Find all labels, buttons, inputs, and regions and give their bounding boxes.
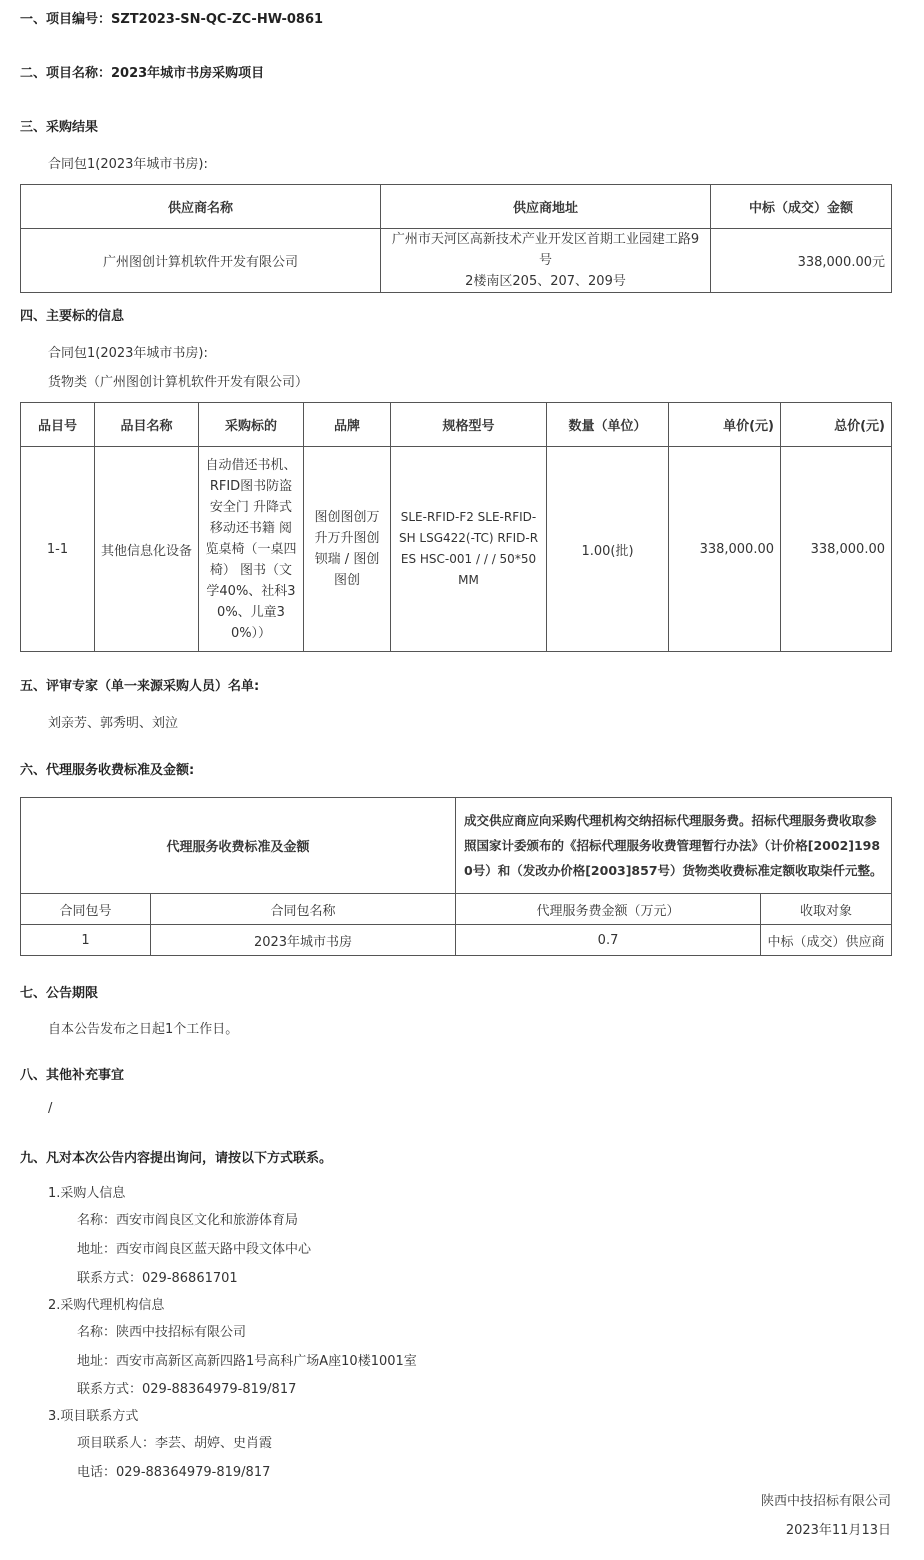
text-line: 0号）和（发改办价格[2003]857号）货物类收费标准定额收取柒仟元整。 <box>464 863 883 878</box>
section-contact: 九、凡对本次公告内容提出询问，请按以下方式联系。 <box>20 1151 333 1166</box>
text-line: 成交供应商应向采购代理机构交纳招标代理服务费。招标代理服务费收取参 <box>464 813 877 828</box>
footer-organization: 陕西中技招标有限公司 <box>760 1494 891 1509</box>
fee-standard-label: 代理服务收费标准及金额 <box>21 798 456 894</box>
section-other-matters: 八、其他补充事宜 <box>20 1068 125 1083</box>
procurement-target <box>199 447 304 652</box>
other-matters-text: / <box>48 1101 53 1116</box>
column-header: 品目号 <box>21 403 95 447</box>
text-line: 安全门 升降式 <box>209 499 293 515</box>
table-header-row <box>21 185 892 229</box>
column-header: 供应商名称 <box>21 185 381 229</box>
text-line: RFID图书防盗 <box>209 478 293 494</box>
fee-standard-row <box>21 798 892 894</box>
package-number: 1 <box>21 925 151 956</box>
agency-phone: 联系方式：029-88364979-819/817 <box>77 1382 297 1397</box>
notice-period-text: 自本公告发布之日起1个工作日。 <box>48 1022 239 1037</box>
contract-package-label: 合同包1(2023年城市书房): <box>48 346 208 361</box>
text-line: 自动借还书机、 <box>205 457 297 473</box>
agency-info-heading: 2.采购代理机构信息 <box>48 1298 165 1313</box>
text-line: 椅） 图书（文 <box>209 562 293 578</box>
column-header: 数量（单位） <box>547 403 669 447</box>
purchaser-name: 名称：西安市阎良区文化和旅游体育局 <box>77 1213 299 1228</box>
spec-model <box>391 447 547 652</box>
award-amount: 338,000.00元 <box>711 229 892 293</box>
address-line: 广州市天河区高新技术产业开发区首期工业园建工路9号 <box>391 232 700 268</box>
item-name: 其他信息化设备 <box>95 447 199 652</box>
text-line: 图创 <box>333 573 360 588</box>
text-line: SLE-RFID-F2 SLE-RFID- <box>400 510 537 524</box>
supplier-address <box>381 229 711 293</box>
charge-target: 中标（成交）供应商 <box>761 925 892 956</box>
column-header: 合同包号 <box>21 894 151 925</box>
total-price: 338,000.00 <box>781 447 892 652</box>
text-line: 移动还书籍 阅 <box>209 520 293 536</box>
table-row <box>21 447 892 652</box>
text-line: 览桌椅（一桌四 <box>205 541 297 557</box>
text-line: 学40%、社科3 <box>206 583 296 599</box>
purchaser-address: 地址：西安市阎良区蓝天路中段文体中心 <box>77 1242 312 1257</box>
project-contact-heading: 3.项目联系方式 <box>48 1409 139 1424</box>
table-header-row <box>21 894 892 925</box>
brand <box>304 447 391 652</box>
footer-date: 2023年11月13日 <box>785 1523 891 1538</box>
contract-package-label: 合同包1(2023年城市书房): <box>48 157 208 172</box>
fee-amount: 0.7 <box>456 925 761 956</box>
agency-address: 地址：西安市高新区高新四路1号高科广场A座10楼1001室 <box>77 1354 417 1369</box>
text-line: 升万升图创 <box>314 531 380 546</box>
text-line: 0%、儿童3 <box>217 604 285 620</box>
project-contacts: 项目联系人：李芸、胡婷、史肖霞 <box>77 1436 273 1451</box>
column-header: 收取对象 <box>761 894 892 925</box>
text-line: 照国家计委颁布的《招标代理服务收费管理暂行办法》（计价格[2002]198 <box>464 838 881 853</box>
text-line: SH LSG422(-TC) RFID-R <box>398 531 539 545</box>
project-name: 二、项目名称：2023年城市书房采购项目 <box>20 66 265 81</box>
table-row <box>21 925 892 956</box>
section-agency-fee: 六、代理服务收费标准及金额: <box>20 763 195 778</box>
table-header-row <box>21 403 892 447</box>
column-header: 品目名称 <box>95 403 199 447</box>
section-experts: 五、评审专家（单一来源采购人员）名单: <box>20 679 260 694</box>
column-header: 供应商地址 <box>381 185 711 229</box>
purchaser-phone: 联系方式：029-86861701 <box>77 1271 238 1286</box>
section-main-items: 四、主要标的信息 <box>20 309 125 324</box>
project-phone: 电话：029-88364979-819/817 <box>77 1465 271 1480</box>
text-line: 0%）） <box>230 625 272 641</box>
quantity: 1.00(批) <box>547 447 669 652</box>
expert-names: 刘亲芳、郭秀明、刘泣 <box>48 716 179 731</box>
item-number: 1-1 <box>21 447 95 652</box>
column-header: 总价(元) <box>781 403 892 447</box>
address-line: 2楼南区205、207、209号 <box>465 274 626 289</box>
fee-standard-description <box>456 798 892 894</box>
result-table <box>20 184 892 293</box>
column-header: 单价(元) <box>669 403 781 447</box>
unit-price: 338,000.00 <box>669 447 781 652</box>
text-line: ES HSC-001 / / / 50*50 <box>400 552 537 566</box>
column-header: 合同包名称 <box>151 894 456 925</box>
purchaser-info-heading: 1.采购人信息 <box>48 1186 126 1201</box>
goods-category: 货物类（广州图创计算机软件开发有限公司） <box>48 375 309 390</box>
column-header: 品牌 <box>304 403 391 447</box>
column-header: 中标（成交）金额 <box>711 185 892 229</box>
agency-fee-table <box>20 797 892 956</box>
section-procurement-result: 三、采购结果 <box>20 120 99 135</box>
column-header: 代理服务费金额（万元） <box>456 894 761 925</box>
package-name: 2023年城市书房 <box>151 925 456 956</box>
text-line: 图创图创万 <box>314 510 380 525</box>
project-number: 一、项目编号：SZT2023-SN-QC-ZC-HW-0861 <box>20 12 324 27</box>
supplier-name: 广州图创计算机软件开发有限公司 <box>21 229 381 293</box>
text-line: MM <box>458 573 479 587</box>
column-header: 规格型号 <box>391 403 547 447</box>
table-row <box>21 229 892 293</box>
agency-name: 名称：陕西中技招标有限公司 <box>77 1325 247 1340</box>
column-header: 采购标的 <box>199 403 304 447</box>
text-line: 钡瑞 / 图创 <box>314 552 380 567</box>
section-notice-period: 七、公告期限 <box>20 986 99 1001</box>
items-table <box>20 402 892 652</box>
